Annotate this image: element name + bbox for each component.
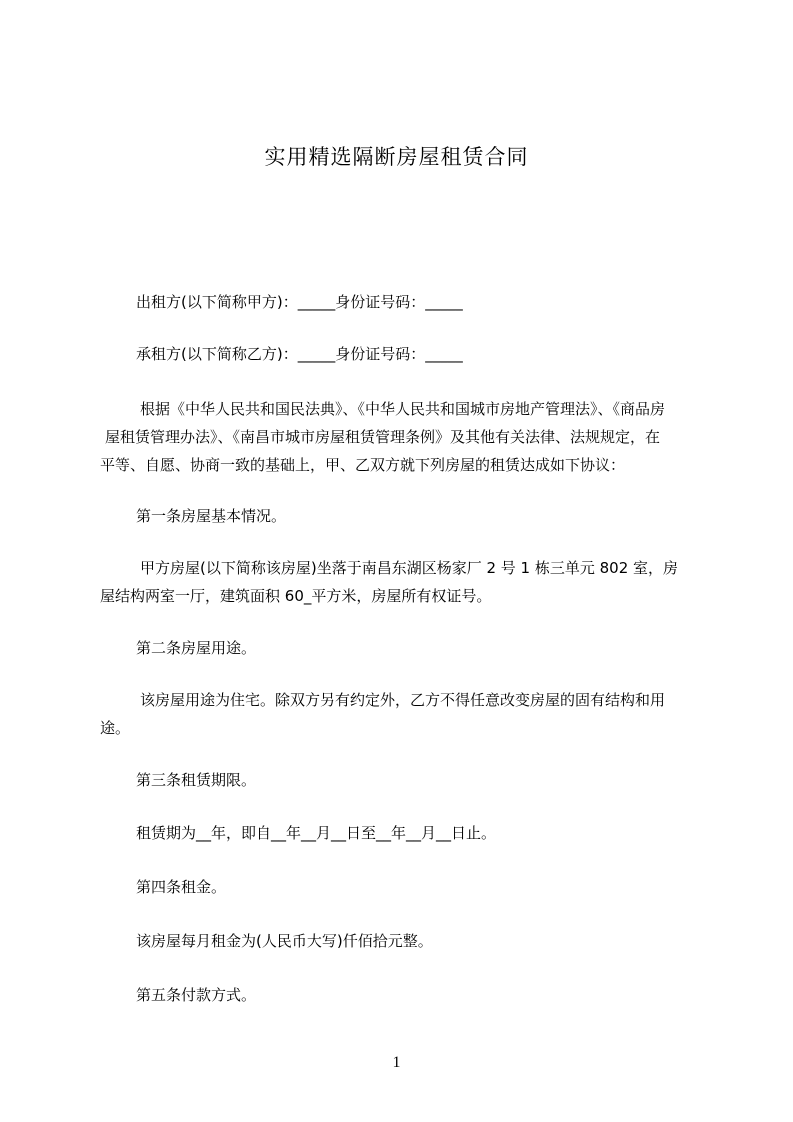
article-4-body-text: 该房屋每月租金为(人民币大写)仟佰拾元整。 [136, 932, 433, 950]
article-2-heading-text: 第二条房屋用途。 [136, 639, 257, 657]
party-a-text: 出租方(以下简称甲方)：_____身份证号码：_____ [136, 293, 463, 311]
article-2-heading [104, 634, 704, 662]
party-b-text: 承租方(以下简称乙方)：_____身份证号码：_____ [136, 345, 463, 363]
party-a-line [104, 288, 704, 316]
article-3-body [104, 819, 704, 847]
article-5-heading [104, 981, 704, 1009]
article-1-body [100, 554, 704, 610]
article-3-body-text: 租赁期为__年，即自__年__月__日至__年__月__日止。 [136, 824, 497, 842]
article-2-line-1: 该房屋用途为住宅。除双方另有约定外，乙方不得任意改变房屋的固有结构和用 [140, 691, 666, 709]
document-title: 实用精选隔断房屋租赁合同 [264, 145, 529, 169]
article-1-line-2: 屋结构两室一厅，建筑面积 60_平方米，房屋所有权证号。 [100, 587, 492, 605]
page-number: 1 [392, 1054, 401, 1071]
basis-paragraph [100, 395, 704, 479]
basis-line-3: 平等、自愿、协商一致的基础上，甲、乙双方就下列房屋的租赁达成如下协议： [100, 456, 626, 474]
basis-line-2: 屋租赁管理办法》、《南昌市城市房屋租赁管理条例》及其他有关法律、法规规定，在 [105, 428, 661, 446]
article-5-heading-text: 第五条付款方式。 [136, 986, 257, 1004]
article-1-heading-text: 第一条房屋基本情况。 [136, 507, 287, 525]
article-2-line-2: 途。 [100, 719, 131, 737]
article-1-line-1: 甲方房屋(以下简称该房屋)坐落于南昌东湖区杨家厂 2 号 1 栋三单元 802 室，房 [140, 559, 679, 577]
article-4-body [104, 927, 704, 955]
article-4-heading [104, 873, 704, 901]
basis-line-1: 根据《中华人民共和国民法典》、《中华人民共和国城市房地产管理法》、《商品房 [140, 400, 666, 418]
article-1-heading [104, 502, 704, 530]
article-3-heading [104, 766, 704, 794]
article-2-body [100, 686, 704, 742]
article-4-heading-text: 第四条租金。 [136, 878, 227, 896]
article-3-heading-text: 第三条租赁期限。 [136, 771, 257, 789]
party-b-line [104, 340, 704, 368]
